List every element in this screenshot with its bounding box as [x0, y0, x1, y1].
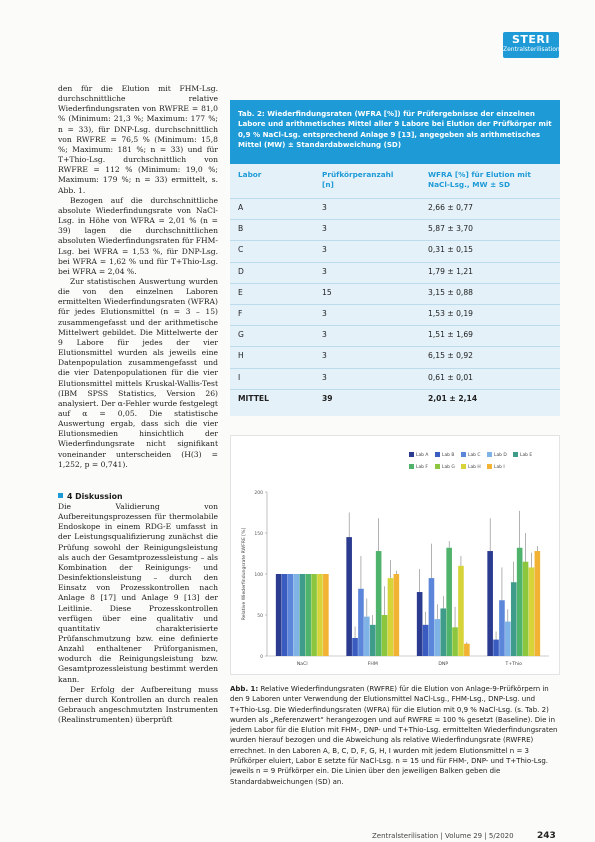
table-cell-n: 3 [322, 372, 327, 382]
legend-swatch [487, 452, 492, 457]
x-tick-label: DNP [438, 662, 449, 667]
legend-swatch [409, 464, 414, 469]
table-cell-wfr: 2,01 ± 2,14 [428, 393, 478, 403]
table-row [230, 369, 560, 389]
table-title-bar [230, 100, 560, 164]
table-row [230, 263, 560, 283]
table-cell-labor: H [238, 351, 244, 361]
bullet-square-icon [58, 493, 63, 498]
legend-label: Lab C [468, 453, 481, 458]
page-number: 243 [537, 831, 556, 841]
left-text-column [58, 84, 218, 725]
table-cell-wfr: 3,15 ± 0,88 [428, 287, 474, 297]
bar [288, 574, 294, 656]
legend-swatch [487, 464, 492, 469]
table-row [230, 347, 560, 367]
table-cell-labor: I [238, 372, 241, 382]
legend-swatch [461, 464, 466, 469]
table-cell-n: 3 [322, 266, 327, 276]
bar [294, 574, 300, 656]
legend-label: Lab B [442, 453, 455, 458]
journal-logo [503, 32, 559, 58]
table-cell-wfr: 0,31 ± 0,15 [428, 245, 474, 255]
legend-label: Lab H [468, 465, 481, 470]
table-cell-wfr: 1,53 ± 0,19 [428, 309, 474, 318]
table-cell-n: 3 [322, 203, 327, 212]
table-cell-labor: F [238, 309, 243, 318]
journal-reference: Zentralsterilisation | Volume 29 | 5/2020 [372, 832, 514, 840]
table-cell-labor: D [238, 266, 244, 276]
table-cell-n: 3 [322, 245, 327, 255]
table-cell-wfr: 1,79 ± 1,21 [428, 266, 474, 276]
bar [523, 562, 529, 656]
bar [323, 574, 329, 656]
bar [505, 622, 511, 656]
caption-text: Relative Wiederfindungsraten (RWFRE) für die Elution von Anlage-9-Prüfkörpern in den 9 Laboren unter Verwendung der Elutionsmittel NaCl-Lsg., FHM-Lsg., DNP-Lsg. und T+Thio-Lsg. Die Wiederfindungsraten (WFRA) für die Elution mit 0,9 % NaCl-Lsg. (s. Tab. 2) wurden als „Referenzwert“ herangezogen und auf RWFRE = 100 % gesetzt (Baseline). Die in jedem Labor für die Elution mit FHM-, DNP- und T+Thio-Lsg. ermittelten Wiederfindungsraten wurden hierauf bezogen und die Abweichung als relative Wiederfindungsrate (RWFRE) errechnet. In den Laboren A, B, C, D, F, G, H, I wurden mit jedem Elutionsmittel n = 3 Prüfkörper eluiert, Labor E setzte für NaCl-Lsg. n = 15 und für FHM-, DNP- und T+Thio-Lsg. jeweils n = 9 Prüfkörper ein. Die Linien über den jeweiligen Balken geben die Standardabweichungen (SD) an. [230, 685, 558, 786]
paragraph-results: den für die Elution mit FHM-Lsg. durchschnittliche relative Wiederfindungsraten von RWFRE = 81,0 % (Minimum: 21,3 %; Maximum: 177 %; n = 33), für DNP-Lsg. durchschnittlich von RWFRE = 76,5 % (Minimum: 15,8 %; Maximum: 181 %; n = 33) und für T+Thio-Lsg. durchschnittlich von RWFRE = 112 % (Minimum: 19,0 %; Maximum: 179 %; n = 33) ermittelt, s. Abb. 1. [58, 84, 218, 195]
bar [464, 644, 470, 656]
legend-swatch [435, 464, 440, 469]
y-tick-label: 50 [257, 614, 263, 619]
x-tick-label: FHM [367, 662, 378, 667]
bar [435, 619, 441, 656]
column-header-wfr: WFRA [%] für Elution mit NaCl-Lsg., MW ± SD [428, 170, 531, 189]
table-cell-wfr: 2,66 ± 0,77 [428, 203, 474, 212]
table-title: Tab. 2: Wiederfindungsraten (WFRA [%]) für Prüfergebnisse der einzelnen Labore und arithmetisches Mittel aller 9 Labore bei Elution der Prüfkörper mit 0,9 % NaCl-Lsg. entsprechend Anlage 9 [13], angegeben als arithmetisches Mittel (MW) ± Standardabweichung (SD) [238, 109, 552, 149]
table-cell-labor: A [238, 203, 244, 212]
legend-label: Lab A [416, 453, 429, 458]
bar [346, 537, 352, 656]
table-cell-n: 39 [322, 393, 333, 403]
legend-label: Lab E [520, 453, 533, 458]
logo-text: STERI [511, 33, 550, 46]
bar [299, 574, 305, 656]
bar [493, 640, 499, 656]
table-row-mean [230, 390, 560, 410]
bar [376, 551, 382, 656]
y-tick-label: 200 [254, 491, 263, 496]
table-row [230, 305, 560, 325]
column-header-labor: Labor [238, 170, 262, 179]
paragraph-discussion-2: Der Erfolg der Aufbereitung muss ferner durch Kontrollen an durch realen Gebrauch angeschmutzten Instrumenten (Realinstrumenten) überprüft [58, 684, 218, 725]
figure-caption [230, 684, 560, 787]
bar [317, 574, 323, 656]
y-tick-label: 100 [254, 573, 263, 578]
x-tick-label: T+Thio [505, 662, 522, 667]
bar [517, 548, 523, 656]
bar [358, 589, 364, 656]
table-cell-wfr: 0,61 ± 0,01 [428, 372, 474, 382]
table-row [230, 199, 560, 219]
bar [458, 566, 464, 656]
legend-swatch [435, 452, 440, 457]
bar [388, 578, 394, 656]
table-row [230, 241, 560, 261]
bar [487, 551, 493, 656]
bar [429, 578, 435, 656]
table-row [230, 284, 560, 304]
bar [394, 574, 400, 656]
bar [311, 574, 317, 656]
bar [282, 574, 288, 656]
y-axis-label: Relative Wiederfindungsrate RWFRE [%] [242, 527, 247, 621]
bar [499, 600, 505, 656]
table-cell-labor: G [238, 330, 244, 340]
bar [440, 608, 446, 656]
bar [535, 551, 541, 656]
page-footer [372, 832, 572, 840]
bar [423, 625, 429, 656]
paragraph-absolute-rates: Bezogen auf die durchschnittliche absolute Wiederfindungsrate von NaCl-Lsg. in Höhe von WFRA = 2,01 % (n = 39) lagen die durchschnittlichen absoluten Wiederfindungsraten für FHM-Lsg. bei WFRA = 1,53 %, für DNP-Lsg. bei WFRA = 1,62 % und für T+Thio-Lsg. bei WFRA = 2,04 %. [58, 195, 218, 276]
table-cell-labor: E [238, 287, 243, 297]
bar [305, 574, 311, 656]
table-cell-labor: B [238, 224, 244, 234]
table-cell-wfr: 6,15 ± 0,92 [428, 351, 474, 361]
table-cell-labor: MITTEL [238, 393, 269, 403]
legend-swatch [409, 452, 414, 457]
bar-chart [231, 436, 561, 676]
y-tick-label: 150 [254, 532, 263, 537]
bar [452, 627, 458, 656]
table-cell-n: 3 [322, 309, 327, 318]
table-cell-labor: C [238, 245, 244, 255]
x-tick-label: NaCl [296, 662, 308, 667]
table-cell-n: 3 [322, 224, 327, 234]
bar [352, 638, 358, 656]
legend-label: Lab F [416, 465, 428, 470]
bar [446, 548, 452, 656]
column-header-count: Prüfkörperanzahl [n] [322, 170, 394, 189]
bar [417, 592, 423, 656]
table-cell-wfr: 5,87 ± 3,70 [428, 224, 474, 234]
bar [276, 574, 282, 656]
bar [364, 617, 370, 656]
y-tick-label: 0 [260, 655, 263, 660]
caption-label: Abb. 1: [230, 685, 259, 693]
table-cell-n: 3 [322, 351, 327, 361]
bar [511, 582, 517, 656]
legend-label: Lab D [494, 453, 507, 458]
legend-swatch [461, 452, 466, 457]
legend-swatch [513, 452, 518, 457]
legend-label: Lab I [494, 465, 505, 470]
table-cell-n: 15 [322, 287, 332, 297]
table-row [230, 326, 560, 346]
table-cell-n: 3 [322, 330, 327, 340]
legend-label: Lab G [442, 465, 455, 470]
bar-chart-figure [230, 435, 560, 675]
paragraph-statistics: Zur statistischen Auswertung wurden die von den einzelnen Laboren ermittelten Wiederfindungsraten (WFRA) für jedes Elutionsmittel (n = 3 – 15) zusammengefasst und der arithmetische Mittelwert gebildet. Die Mittelwerte der 9 Labore für jedes der vier Elutionsmittel wurden als jeweils eine Datenpopulation zusammengefasst und die vier Datenpopulationen für die vier Elutionsmittel mittels Kruskal-Wallis-Test (IBM SPSS Statistics, Version 26) analysiert. Der α-Fehler wurde festgelegt auf α = 0,05. Die statistische Auswertung ergab, dass sich die vier Elutionsmedien hinsichtlich der Wiederfindungsrate nicht signifikant voneinander unterscheiden (H(3) = 1,252, p = 0,741). [58, 276, 218, 469]
paragraph-discussion: Die Validierung von Aufbereitungsprozessen für thermolabile Endoskope in einem RDG-E umfasst in der Leistungsqualifizierung zunächst die Prüfung sowohl der Reinigungsleistung als auch der Gesamtprozessleistung – als Kombination der Reinigungs- und Desinfektionsleistung – durch den Einsatz von Prozesskontrollen nach Anlage 8 [17] und Anlage 9 [13] der Leitlinie. Diese Prozesskontrollen verfügen über eine qualitativ und quantitativ charakterisierte Prüfanschmutzung bzw. eine definierte Anzahl enthaltener Prüforganismen, wodurch die Reinigungsleistung bzw. Gesamtprozessleistung bestimmt werden kann. [58, 501, 218, 684]
bar [370, 625, 376, 656]
bar [382, 615, 388, 656]
logo-subtext: Zentralsterilisation [503, 46, 560, 53]
section-heading-diskussion: 4 Diskussion [58, 492, 218, 502]
results-table [230, 100, 560, 416]
bar [529, 567, 535, 656]
table-cell-wfr: 1,51 ± 1,69 [428, 330, 474, 340]
table-row [230, 220, 560, 240]
